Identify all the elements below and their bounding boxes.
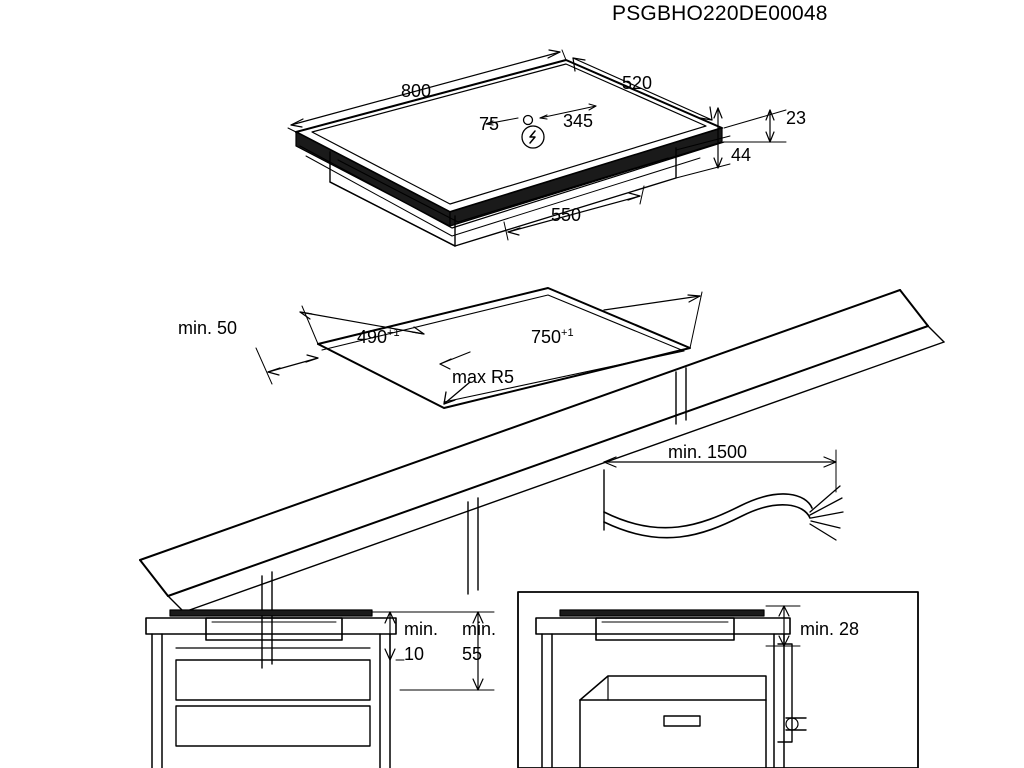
- dim-min-clearance-top-value: 10: [404, 644, 425, 664]
- dim-min-clearance-top-label: min.: [404, 619, 439, 639]
- dim-body-width-550: 550: [551, 205, 582, 225]
- dim-corner-radius-max-r5: max R5: [452, 367, 515, 387]
- dim-depth-520: 520: [622, 73, 653, 93]
- dim-glass-thickness-23: 23: [786, 108, 807, 128]
- section-left-geometry: [146, 610, 497, 768]
- dim-width-800: 800: [401, 81, 432, 101]
- cable-geometry: [604, 450, 843, 540]
- dim-connection-offset-left-75: 75: [479, 114, 500, 134]
- dim-min-rear-distance-50: min. 50: [178, 318, 238, 338]
- dim-connection-offset-right-345: 345: [563, 111, 594, 131]
- dim-min-clearance-drawer-label: min.: [462, 619, 497, 639]
- dim-cutout-width-750: $750^{+1}$: [531, 327, 574, 347]
- hob-isometric-geometry: [288, 50, 786, 246]
- dim-cutout-depth-490: $490^{+1}$: [357, 327, 400, 347]
- dim-min-clearance-oven-28: min. 28: [800, 619, 860, 639]
- dim-body-height-44: 44: [731, 145, 752, 165]
- dim-min-clearance-drawer-value: 55: [462, 644, 483, 664]
- document-code: PSGBHO220DE00048: [612, 2, 828, 25]
- dim-min-cable-length-1500: min. 1500: [668, 442, 748, 462]
